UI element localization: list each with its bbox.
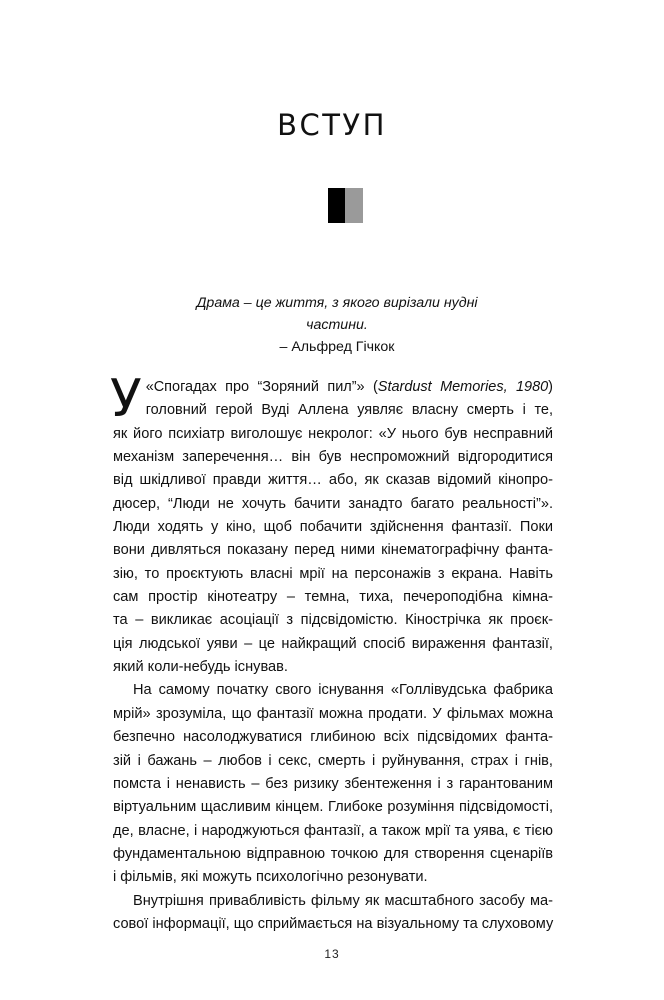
text-line: і фільмів, які можуть психологічно резонувати.	[113, 869, 428, 886]
body-text	[110, 369, 554, 936]
text-line: сової інформації, що сприймається на візуальному та слуховому	[113, 915, 554, 932]
text-line: головний герой Вуді Аллена уявляє власну смерть і те,	[145, 402, 553, 419]
text-line: від шкідливої правди життя… або, як сказав відомий кінопро-	[113, 472, 553, 489]
epigraph-quote-line-2: частини.	[306, 317, 368, 333]
paragraph-1	[110, 369, 553, 679]
text-line: та – викликає асоціації з підсвідомістю. Кінострічка як проєк-	[113, 612, 553, 629]
emblem-black-block	[328, 188, 345, 223]
epigraph	[150, 292, 524, 358]
paragraph-2	[113, 679, 553, 889]
drop-cap: У	[110, 369, 142, 429]
text-line: вони дивляться показану перед ними кінематографічну фанта-	[113, 542, 553, 559]
text-line: де, власне, і народжуються фантазії, а також мрії та уява, є тією	[113, 822, 553, 839]
text-line: механізм заперечення… він був неспроможний відгородитися	[113, 449, 553, 466]
paragraph-3	[113, 890, 553, 937]
text-line: Внутрішня привабливість фільму як масштабного засобу ма-	[133, 892, 553, 909]
text-span: «Спогадах про “Зоряний пил”» (	[145, 379, 378, 395]
chapter-title: ВСТУП	[277, 108, 387, 142]
text-line: як його психіатр виголошує некролог: «У нього був несправний	[113, 425, 553, 442]
emblem-gray-block	[345, 188, 363, 223]
text-line: фундаментальною відправною точкою для створення сценаріїв	[113, 845, 553, 862]
film-title-italic: Stardust Memories, 1980	[377, 379, 549, 395]
text-line: який коли-небудь існував.	[113, 659, 288, 676]
epigraph-author: – Альфред Гічкок	[279, 339, 395, 355]
text-line: віртуальним щасливим кінцем. Глибоке розуміння підсвідомості,	[113, 799, 553, 816]
chapter-emblem-icon	[328, 188, 363, 223]
text-line: мрій» зрозуміла, що фантазії можна продати. У фільмах можна	[113, 705, 553, 722]
epigraph-quote-line-1: Драма – це життя, з якого вирізали нудні	[196, 295, 478, 311]
text-line: Люди ходять у кіно, щоб побачити здійснення фантазії. Поки	[113, 519, 553, 536]
text-line: помста і ненависть – без ризику збентеження і з гарантованим	[113, 775, 553, 792]
text-line: На самому початку свого існування «Голлівудська фабрика	[133, 682, 553, 699]
page-number: 13	[324, 947, 340, 961]
text-line: зій і бажань – любов і секс, смерть і руйнування, страх і гнів,	[113, 752, 553, 769]
text-span: )	[548, 379, 553, 395]
text-line	[113, 376, 553, 399]
text-line: ція людської уяви – це найкращий спосіб вираження фантазії,	[113, 635, 553, 652]
text-line: дюсер, “Люди не хочуть бачити занадто багато реальності”».	[113, 495, 553, 512]
text-line: сам простір кінотеатру – темна, тиха, печероподібна кімна-	[113, 589, 553, 606]
text-line: зію, то проєктують власні мрії на персонажів з екрана. Навіть	[113, 565, 553, 582]
text-line: безпечно насолоджуватися глибиною всіх підсвідомих фанта-	[113, 729, 553, 746]
